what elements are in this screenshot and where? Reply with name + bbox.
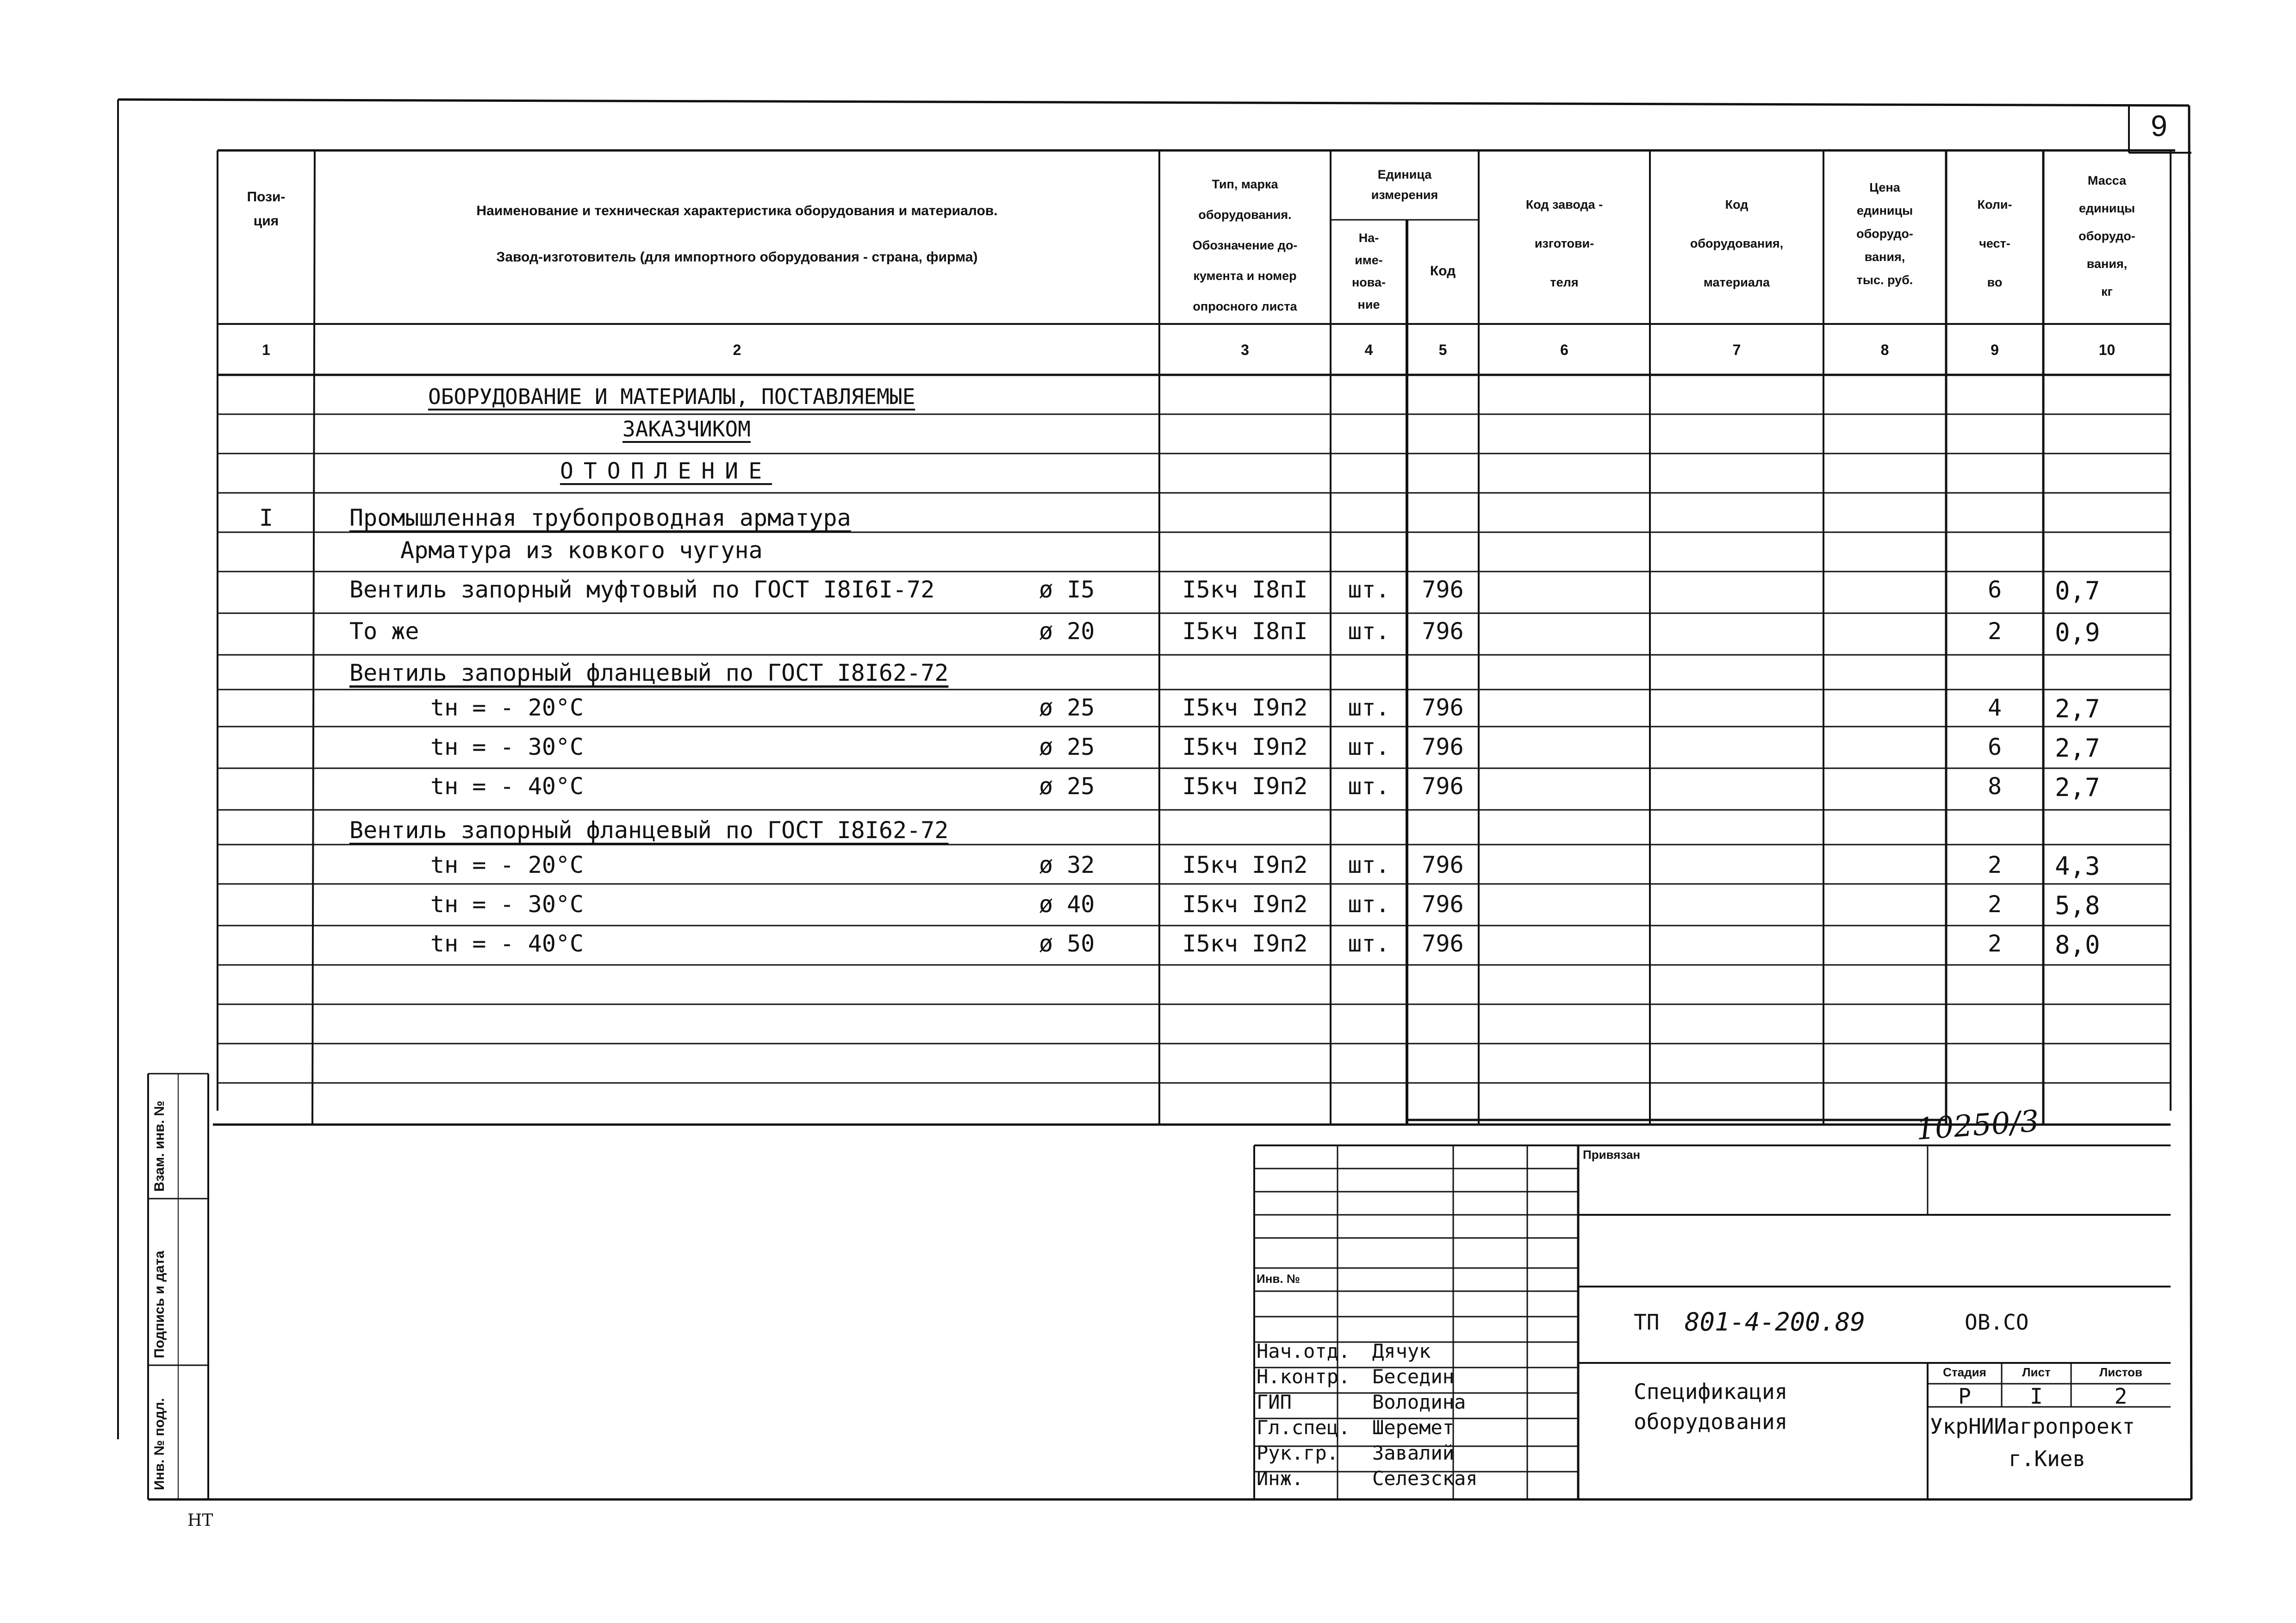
row-quantity: 6 bbox=[1987, 734, 2002, 760]
row-type: I5кч I9п2 bbox=[1182, 852, 1308, 878]
header-mass: Масса единицы оборудо- вания, кг bbox=[2078, 174, 2135, 298]
row-name: tн = - 40°С bbox=[430, 930, 584, 957]
row-unit-code: 796 bbox=[1422, 734, 1464, 760]
row-name: Вентиль запорный фланцевый по ГОСТ I8I62-72 bbox=[349, 659, 949, 686]
sheets-value: 2 bbox=[2114, 1384, 2128, 1409]
signature-name: Беседин bbox=[1372, 1365, 1455, 1388]
row-unit: шт. bbox=[1348, 734, 1390, 760]
handwritten-number: 10250/3 bbox=[1915, 1104, 2041, 1147]
sheet-number: 9 bbox=[2151, 109, 2167, 143]
row-mass: 2,7 bbox=[2055, 694, 2100, 723]
row-quantity: 4 bbox=[1987, 694, 2002, 721]
row-unit-code: 796 bbox=[1422, 773, 1464, 800]
stage-label: Стадия bbox=[1943, 1365, 1986, 1379]
row-diameter: ø 25 bbox=[1039, 694, 1095, 721]
row-unit: шт. bbox=[1348, 618, 1390, 645]
row-name: То же bbox=[349, 618, 419, 645]
signature-role: Инж. bbox=[1257, 1467, 1304, 1490]
row-type: I5кч I9п2 bbox=[1182, 773, 1308, 800]
column-number: 9 bbox=[1991, 342, 1999, 358]
column-number: 4 bbox=[1364, 342, 1373, 358]
doc-title-line1: Спецификация bbox=[1634, 1379, 1788, 1404]
column-number: 5 bbox=[1438, 342, 1447, 358]
row-name: Вентиль запорный фланцевый по ГОСТ I8I62-72 bbox=[349, 817, 949, 844]
row-mass: 0,7 bbox=[2055, 576, 2100, 605]
section-title-line2: ЗАКАЗЧИКОМ bbox=[622, 417, 751, 442]
row-name: tн = - 30°С bbox=[430, 734, 584, 760]
document-code: 801-4-200.89 bbox=[1685, 1307, 1866, 1337]
row-mass: 5,8 bbox=[2055, 891, 2100, 920]
row-unit: шт. bbox=[1348, 930, 1390, 957]
sheets-label: Листов bbox=[2099, 1365, 2142, 1379]
row-unit-code: 796 bbox=[1422, 930, 1464, 957]
section-title-line1: ОБОРУДОВАНИЕ И МАТЕРИАЛЫ, ПОСТАВЛЯЕМЫЕ bbox=[428, 384, 915, 409]
header-name-line2: Завод-изготовитель (для импортного оборудования - страна, фирма) bbox=[496, 249, 978, 265]
column-number: 8 bbox=[1880, 342, 1889, 358]
subsection-title: ОТОПЛЕНИЕ bbox=[560, 458, 772, 484]
row-unit: шт. bbox=[1348, 891, 1390, 918]
header-type: Тип, марка оборудования. Обозначение до- кумента и номер опросного листа bbox=[1192, 177, 1298, 313]
row-type: I5кч I8пI bbox=[1182, 576, 1308, 603]
header-equipment-code: Код оборудования, материала bbox=[1690, 198, 1784, 289]
row-name: tн = - 20°С bbox=[430, 694, 584, 721]
row-diameter: ø 20 bbox=[1039, 618, 1095, 645]
signature-name: Шеремет bbox=[1372, 1416, 1455, 1439]
row-unit: шт. bbox=[1348, 694, 1390, 721]
row-type: I5кч I9п2 bbox=[1182, 891, 1308, 918]
row-quantity: 6 bbox=[1987, 576, 2002, 603]
row-unit: шт. bbox=[1348, 576, 1390, 603]
signature-role: Гл.спец. bbox=[1257, 1416, 1350, 1439]
sheet-label: Лист bbox=[2022, 1365, 2051, 1379]
row-name: Арматура из ковкого чугуна bbox=[400, 537, 763, 564]
column-number: 6 bbox=[1560, 342, 1568, 358]
row-quantity: 8 bbox=[1987, 773, 2002, 800]
stage-value: Р bbox=[1958, 1384, 1971, 1409]
footer-mark: НТ bbox=[187, 1511, 213, 1530]
stamp-vzam: Взам. инв. № bbox=[152, 1101, 167, 1192]
header-quantity: Коли- чест- во bbox=[1977, 198, 2012, 289]
signature-role: Нач.отд. bbox=[1257, 1340, 1350, 1362]
signature-role: Рук.гр. bbox=[1257, 1442, 1339, 1464]
row-quantity: 2 bbox=[1987, 930, 2002, 957]
signature-name: Завалий bbox=[1372, 1442, 1455, 1464]
header-factory-code: Код завода - изготови- теля bbox=[1525, 198, 1603, 289]
row-unit-code: 796 bbox=[1422, 576, 1464, 603]
row-unit: шт. bbox=[1348, 773, 1390, 800]
signature-role: Н.контр. bbox=[1257, 1365, 1350, 1388]
row-type: I5кч I9п2 bbox=[1182, 930, 1308, 957]
column-number: 2 bbox=[733, 342, 741, 358]
org-line1: УкрНИИагропроект bbox=[1930, 1414, 2135, 1439]
row-diameter: ø 50 bbox=[1039, 930, 1095, 957]
signature-name: Селезская bbox=[1372, 1467, 1478, 1490]
row-unit-code: 796 bbox=[1422, 891, 1464, 918]
row-mass: 0,9 bbox=[2055, 618, 2100, 647]
row-quantity: 2 bbox=[1987, 891, 2002, 918]
row-mass: 4,3 bbox=[2055, 852, 2100, 881]
privyazan-label: Привязан bbox=[1583, 1148, 1641, 1162]
row-diameter: ø 25 bbox=[1039, 734, 1095, 760]
signature-name: Дячук bbox=[1372, 1340, 1431, 1362]
row-type: I5кч I8пI bbox=[1182, 618, 1308, 645]
row-mass: 2,7 bbox=[2055, 734, 2100, 763]
row-unit-code: 796 bbox=[1422, 694, 1464, 721]
row-diameter: ø 32 bbox=[1039, 852, 1095, 878]
row-unit-code: 796 bbox=[1422, 852, 1464, 878]
row-quantity: 2 bbox=[1987, 852, 2002, 878]
stamp-inv-podl: Инв. № подл. bbox=[152, 1398, 167, 1490]
row-unit: шт. bbox=[1348, 852, 1390, 878]
row-type: I5кч I9п2 bbox=[1182, 694, 1308, 721]
row-name: Вентиль запорный муфтовый по ГОСТ I8I6I-72 bbox=[349, 576, 935, 603]
code-prefix: ТП bbox=[1634, 1310, 1660, 1335]
row-name: Промышленная трубопроводная арматура bbox=[349, 504, 851, 531]
row-unit-code: 796 bbox=[1422, 618, 1464, 645]
signature-name: Володина bbox=[1372, 1391, 1466, 1413]
row-mass: 8,0 bbox=[2055, 930, 2100, 959]
row-mass: 2,7 bbox=[2055, 773, 2100, 802]
inv-no-label: Инв. № bbox=[1257, 1272, 1300, 1286]
signature-role: ГИП bbox=[1257, 1391, 1292, 1413]
org-line2: г.Киев bbox=[2009, 1446, 2086, 1471]
row-quantity: 2 bbox=[1987, 618, 2002, 645]
header-unit-name: На- име- нова- ние bbox=[1351, 231, 1386, 311]
column-number: 7 bbox=[1732, 342, 1741, 358]
row-name: tн = - 20°С bbox=[430, 852, 584, 878]
sheet-value: I bbox=[2030, 1384, 2043, 1409]
stamp-podpis: Подпись и дата bbox=[152, 1250, 167, 1358]
header-price: Цена единицы оборудо- вания, тыс. руб. bbox=[1856, 180, 1913, 287]
header-position: Пози- ция bbox=[247, 189, 286, 229]
row-diameter: ø 25 bbox=[1039, 773, 1095, 800]
column-number: 1 bbox=[262, 342, 270, 358]
header-unit: Единица измерения bbox=[1371, 168, 1438, 202]
column-number: 10 bbox=[2098, 342, 2116, 358]
document-mark: ОВ.СО bbox=[1965, 1310, 2029, 1335]
row-diameter: ø I5 bbox=[1039, 576, 1095, 603]
row-name: tн = - 40°С bbox=[430, 773, 584, 800]
row-diameter: ø 40 bbox=[1039, 891, 1095, 918]
row-type: I5кч I9п2 bbox=[1182, 734, 1308, 760]
row-name: tн = - 30°С bbox=[430, 891, 584, 918]
header-unit-code: Код bbox=[1430, 263, 1456, 279]
doc-title-line2: оборудования bbox=[1634, 1409, 1788, 1434]
row-position: I bbox=[259, 504, 274, 531]
column-number: 3 bbox=[1241, 342, 1249, 358]
header-name-line1: Наименование и техническая характеристика оборудования и материалов. bbox=[476, 203, 998, 218]
